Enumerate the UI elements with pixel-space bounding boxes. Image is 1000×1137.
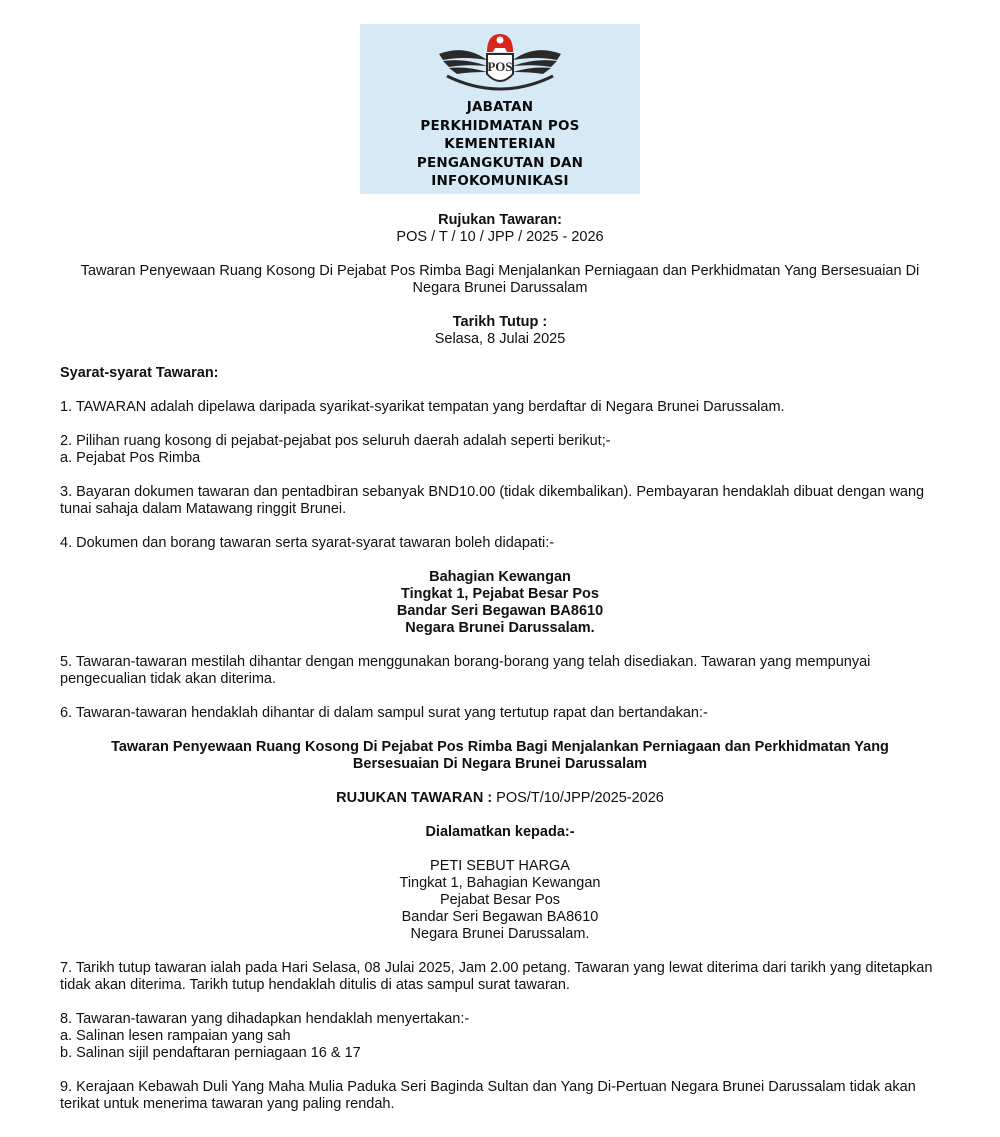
tender-notice — [60, 212, 940, 1113]
term-item-4: 4. Dokumen dan borang tawaran serta syarat-syarat tawaran boleh didapati:- — [60, 535, 555, 551]
term-item-5: 5. Tawaran-tawaran mestilah dihantar dengan menggunakan borang-borang yang telah disediakan. Tawaran yang mempunyai pengecualian tidak akan diterima. — [60, 654, 871, 687]
notice-title: Tawaran Penyewaan Ruang Kosong Di Pejabat Pos Rimba Bagi Menjalankan Perniagaan dan Perkhidmatan Yang Bersesuaian Di Negara Brunei Darussalam — [80, 263, 920, 296]
closing-date-value: Selasa, 8 Julai 2025 — [434, 331, 566, 347]
address-line: Negara Brunei Darussalam. — [410, 926, 590, 942]
envelope-reference-label: RUJUKAN TAWARAN : — [336, 790, 493, 806]
department-line: PERKHIDMATAN POS — [420, 117, 580, 134]
addressed-to-label: Dialamatkan kepada:- — [425, 824, 575, 840]
department-header — [360, 24, 640, 194]
term-item-6: 6. Tawaran-tawaran hendaklah dihantar di dalam sampul surat yang tertutup rapat dan bertandakan:- — [60, 705, 708, 721]
terms-heading: Syarat-syarat Tawaran: — [60, 365, 219, 381]
term-item-8b: b. Salinan sijil pendaftaran perniagaan 16 & 17 — [60, 1045, 361, 1061]
envelope-reference-value: POS/T/10/JPP/2025-2026 — [492, 790, 664, 806]
logo-text: POS — [487, 59, 513, 74]
term-item-8: 8. Tawaran-tawaran yang dihadapkan hendaklah menyertakan:- — [60, 1011, 470, 1027]
envelope-reference — [60, 790, 940, 807]
department-line: JABATAN — [466, 99, 534, 115]
term-item-3: 3. Bayaran dokumen tawaran dan pentadbiran sebanyak BND10.00 (tidak dikembalikan). Pembayaran hendaklah dibuat dengan wang tunai sahaja dalam Matawang ringgit Brunei. — [60, 484, 925, 517]
envelope-address-block — [60, 858, 940, 943]
address-line: Bahagian Kewangan — [429, 569, 571, 585]
reference-label: Rujukan Tawaran: — [438, 212, 562, 228]
address-line: Tingkat 1, Bahagian Kewangan — [399, 875, 601, 891]
department-line: PENGANGKUTAN DAN — [416, 154, 584, 171]
address-line: PETI SEBUT HARGA — [430, 858, 570, 874]
address-line: Tingkat 1, Pejabat Besar Pos — [401, 586, 599, 602]
term-item-8a: a. Salinan lesen rampaian yang sah — [60, 1028, 291, 1044]
closing-date-label: Tarikh Tutup : — [452, 314, 548, 330]
reference-value: POS / T / 10 / JPP / 2025 - 2026 — [396, 229, 604, 245]
address-line: Pejabat Besar Pos — [439, 892, 561, 908]
address-line: Negara Brunei Darussalam. — [405, 620, 595, 636]
address-line: Bandar Seri Begawan BA8610 — [396, 603, 604, 619]
document-address-block — [60, 569, 940, 637]
term-item-9: 9. Kerajaan Kebawah Duli Yang Maha Mulia Paduka Seri Baginda Sultan dan Yang Di-Pertuan Negara Brunei Darussalam tidak akan terikat untuk menerima tawaran yang paling rendah. — [60, 1079, 916, 1112]
department-line: KEMENTERIAN — [444, 136, 556, 152]
term-item-7: 7. Tarikh tutup tawaran ialah pada Hari Selasa, 08 Julai 2025, Jam 2.00 petang. Tawaran yang lewat diterima dari tarikh yang ditetapkan tidak akan diterima. Tarikh tutup hendaklah ditulis di atas sampul surat tawaran. — [60, 960, 933, 993]
term-item-1: 1. TAWARAN adalah dipelawa daripada syarikat-syarikat tempatan yang berdaftar di Negara Brunei Darussalam. — [60, 399, 785, 415]
department-name — [360, 98, 640, 191]
pos-crest-logo — [435, 30, 565, 94]
term-item-2a: a. Pejabat Pos Rimba — [60, 450, 201, 466]
address-line: Bandar Seri Begawan BA8610 — [401, 909, 599, 925]
term-item-2: 2. Pilihan ruang kosong di pejabat-pejabat pos seluruh daerah adalah seperti berikut;- — [60, 433, 611, 449]
envelope-title: Tawaran Penyewaan Ruang Kosong Di Pejabat Pos Rimba Bagi Menjalankan Perniagaan dan Perkhidmatan Yang Bersesuaian Di Negara Brunei Darussalam — [111, 739, 889, 772]
department-line: INFOKOMUNIKASI — [431, 173, 569, 189]
